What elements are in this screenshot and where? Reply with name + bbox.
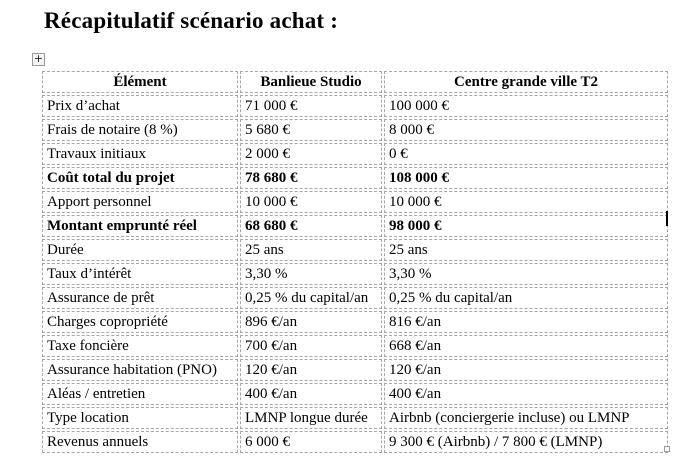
row-label-cell[interactable]: Montant emprunté réel	[42, 215, 238, 237]
banlieue-studio-cell[interactable]: 400 €/an	[240, 383, 382, 405]
centre-ville-t2-cell[interactable]: 10 000 €	[384, 191, 668, 213]
banlieue-studio-cell[interactable]: LMNP longue durée	[240, 407, 382, 429]
centre-ville-t2-cell[interactable]: 0,25 % du capital/an	[384, 287, 668, 309]
row-label-cell[interactable]: Taxe foncière	[42, 335, 238, 357]
centre-ville-t2-cell[interactable]: 120 €/an	[384, 359, 668, 381]
centre-ville-t2-cell[interactable]: 25 ans	[384, 239, 668, 261]
centre-ville-t2-cell[interactable]: 668 €/an	[384, 335, 668, 357]
page-title[interactable]: Récapitulatif scénario achat :	[44, 8, 339, 33]
banlieue-studio-cell[interactable]: 25 ans	[240, 239, 382, 261]
table-row	[42, 119, 668, 141]
row-label-cell[interactable]: Travaux initiaux	[42, 143, 238, 165]
row-label-cell[interactable]: Charges copropriété	[42, 311, 238, 333]
banlieue-studio-cell[interactable]: 10 000 €	[240, 191, 382, 213]
table-row	[42, 431, 668, 453]
text-cursor-caret	[666, 211, 668, 226]
row-label-cell[interactable]: Revenus annuels	[42, 431, 238, 453]
table-row	[42, 143, 668, 165]
row-label-cell[interactable]: Type location	[42, 407, 238, 429]
table-row	[42, 359, 668, 381]
table-body	[42, 95, 668, 453]
table-row	[42, 167, 668, 189]
table-row	[42, 383, 668, 405]
centre-ville-t2-cell[interactable]: 8 000 €	[384, 119, 668, 141]
banlieue-studio-cell[interactable]: 5 680 €	[240, 119, 382, 141]
table-row	[42, 407, 668, 429]
centre-ville-t2-cell[interactable]: 816 €/an	[384, 311, 668, 333]
column-header-banlieue-studio[interactable]: Banlieue Studio	[240, 71, 382, 93]
centre-ville-t2-cell[interactable]: 9 300 € (Airbnb) / 7 800 € (LMNP)	[384, 431, 668, 453]
table-row	[42, 311, 668, 333]
row-label-cell[interactable]: Assurance de prêt	[42, 287, 238, 309]
row-label-cell[interactable]: Durée	[42, 239, 238, 261]
table-row	[42, 191, 668, 213]
banlieue-studio-cell[interactable]: 78 680 €	[240, 167, 382, 189]
table-row	[42, 215, 668, 237]
row-label-cell[interactable]: Frais de notaire (8 %)	[42, 119, 238, 141]
banlieue-studio-cell[interactable]: 2 000 €	[240, 143, 382, 165]
row-label-cell[interactable]: Apport personnel	[42, 191, 238, 213]
table-header-row	[42, 71, 668, 93]
banlieue-studio-cell[interactable]: 120 €/an	[240, 359, 382, 381]
row-label-cell[interactable]: Coût total du projet	[42, 167, 238, 189]
banlieue-studio-cell[interactable]: 71 000 €	[240, 95, 382, 117]
centre-ville-t2-cell[interactable]: 0 €	[384, 143, 668, 165]
banlieue-studio-cell[interactable]: 0,25 % du capital/an	[240, 287, 382, 309]
banlieue-studio-cell[interactable]: 896 €/an	[240, 311, 382, 333]
centre-ville-t2-cell[interactable]: 400 €/an	[384, 383, 668, 405]
row-label-cell[interactable]: Taux d’intérêt	[42, 263, 238, 285]
centre-ville-t2-cell[interactable]: 3,30 %	[384, 263, 668, 285]
column-header-element[interactable]: Élément	[42, 71, 238, 93]
centre-ville-t2-cell[interactable]: 98 000 €	[384, 215, 668, 237]
row-label-cell[interactable]: Assurance habitation (PNO)	[42, 359, 238, 381]
centre-ville-t2-cell[interactable]: Airbnb (conciergerie incluse) ou LMNP	[384, 407, 668, 429]
table-row	[42, 287, 668, 309]
table-row	[42, 239, 668, 261]
table-move-handle-icon[interactable]: +	[33, 52, 44, 65]
row-label-cell[interactable]: Aléas / entretien	[42, 383, 238, 405]
column-header-centre-grande-ville-t2[interactable]: Centre grande ville T2	[384, 71, 668, 93]
scenario-comparison-table	[40, 69, 670, 455]
banlieue-studio-cell[interactable]: 68 680 €	[240, 215, 382, 237]
table-row	[42, 263, 668, 285]
banlieue-studio-cell[interactable]: 6 000 €	[240, 431, 382, 453]
table-row	[42, 335, 668, 357]
centre-ville-t2-cell[interactable]: 108 000 €	[384, 167, 668, 189]
banlieue-studio-cell[interactable]: 700 €/an	[240, 335, 382, 357]
table-resize-handle[interactable]	[664, 446, 670, 452]
row-label-cell[interactable]: Prix d’achat	[42, 95, 238, 117]
centre-ville-t2-cell[interactable]: 100 000 €	[384, 95, 668, 117]
table-row	[42, 95, 668, 117]
banlieue-studio-cell[interactable]: 3,30 %	[240, 263, 382, 285]
